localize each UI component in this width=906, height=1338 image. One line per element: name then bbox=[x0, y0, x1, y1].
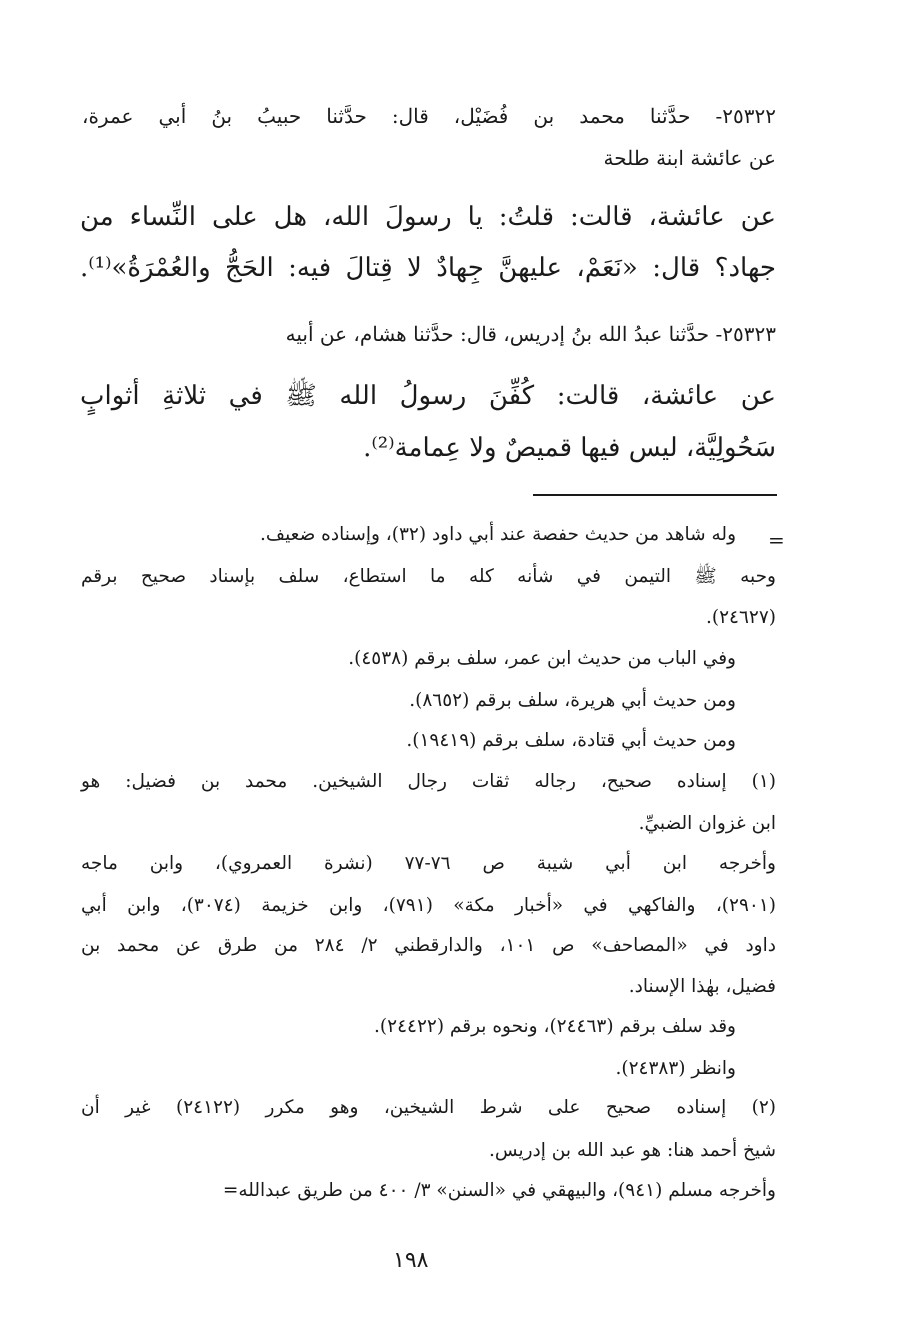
hadith-25323-matn-line2: سَحُولِيَّة، ليس فيها قميصٌ ولا عِمامة⁽²⁾. bbox=[363, 433, 776, 463]
footnote-line: (٢٤٦٢٧). bbox=[705, 607, 776, 628]
hadith-25323-isnad-line1: ٢٥٣٢٣- حدَّثنا عبدُ الله بنُ إدريس، قال: حدَّثنا هشام، عن أبيه bbox=[285, 322, 776, 346]
footnote-continuation-mark: = bbox=[768, 528, 785, 552]
footnote-line: وقد سلف برقم (٢٤٤٦٣)، ونحوه برقم (٢٤٤٢٢). bbox=[374, 1016, 736, 1037]
footnote-line: فضيل، بهٰذا الإسناد. bbox=[628, 976, 776, 997]
footnote-line: وفي الباب من حديث ابن عمر، سلف برقم (٤٥٣٨). bbox=[348, 648, 736, 669]
footnote-line: وأخرجه ابن أبي شيبة ص ٧٦-٧٧ (نشرة العمروي)، وابن ماجه bbox=[81, 853, 776, 874]
footnote-line: ومن حديث أبي قتادة، سلف برقم (١٩٤١٩). bbox=[406, 730, 736, 751]
hadith-25323-matn-line1: عن عائشة، قالت: كُفِّنَ رسولُ الله ﷺ في ثلاثةِ أثوابٍ bbox=[80, 381, 776, 411]
footnote-line: شيخ أحمد هنا: هو عبد الله بن إدريس. bbox=[488, 1140, 776, 1161]
footnote-line: (٢) إسناده صحيح على شرط الشيخين، وهو مكرر (٢٤١٢٢) غير أن bbox=[81, 1097, 777, 1118]
hadith-25322-isnad-line1: ٢٥٣٢٢- حدَّثنا محمد بن فُضَيْل، قال: حدَّثنا حبيبُ بنُ أبي عمرة، bbox=[82, 104, 776, 128]
footnote-line: وله شاهد من حديث حفصة عند أبي داود (٣٢)، وإسناده ضعيف. bbox=[260, 524, 736, 545]
footnote-line: (٢٩٠١)، والفاكهي في «أخبار مكة» (٧٩١)، وابن خزيمة (٣٠٧٤)، وابن أبي bbox=[81, 895, 776, 916]
footnote-line: وحبه ﷺ التيمن في شأنه كله ما استطاع، سلف بإسناد صحيح برقم bbox=[81, 566, 776, 587]
footnote-line: وأخرجه مسلم (٩٤١)، والبيهقي في «السنن» ٣/ ٤٠٠ من طريق عبدالله= bbox=[222, 1180, 776, 1201]
footnote-line: داود في «المصاحف» ص ١٠١، والدارقطني ٢/ ٢٨٤ من طرق عن محمد بن bbox=[81, 935, 776, 956]
hadith-25322-matn-line2: جهاد؟ قال: «نَعَمْ، عليهنَّ جِهادٌ لا قِتالَ فيه: الحَجُّ والعُمْرَةُ»⁽¹⁾. bbox=[80, 253, 776, 283]
footnote-line: ابن غزوان الضبيِّ. bbox=[638, 813, 776, 834]
hadith-25322-isnad-line2: عن عائشة ابنة طلحة bbox=[603, 146, 776, 170]
hadith-25322-matn-line1: عن عائشة، قالت: قلتُ: يا رسولَ الله، هل على النِّساء من bbox=[80, 202, 776, 232]
footnote-line: وانظر (٢٤٣٨٣). bbox=[615, 1058, 736, 1079]
page-number: ١٩٨ bbox=[393, 1248, 429, 1273]
footnote-separator bbox=[533, 494, 777, 496]
footnote-line: ومن حديث أبي هريرة، سلف برقم (٨٦٥٢). bbox=[409, 690, 736, 711]
footnote-line: (١) إسناده صحيح، رجاله ثقات رجال الشيخين. محمد بن فضيل: هو bbox=[81, 771, 776, 792]
